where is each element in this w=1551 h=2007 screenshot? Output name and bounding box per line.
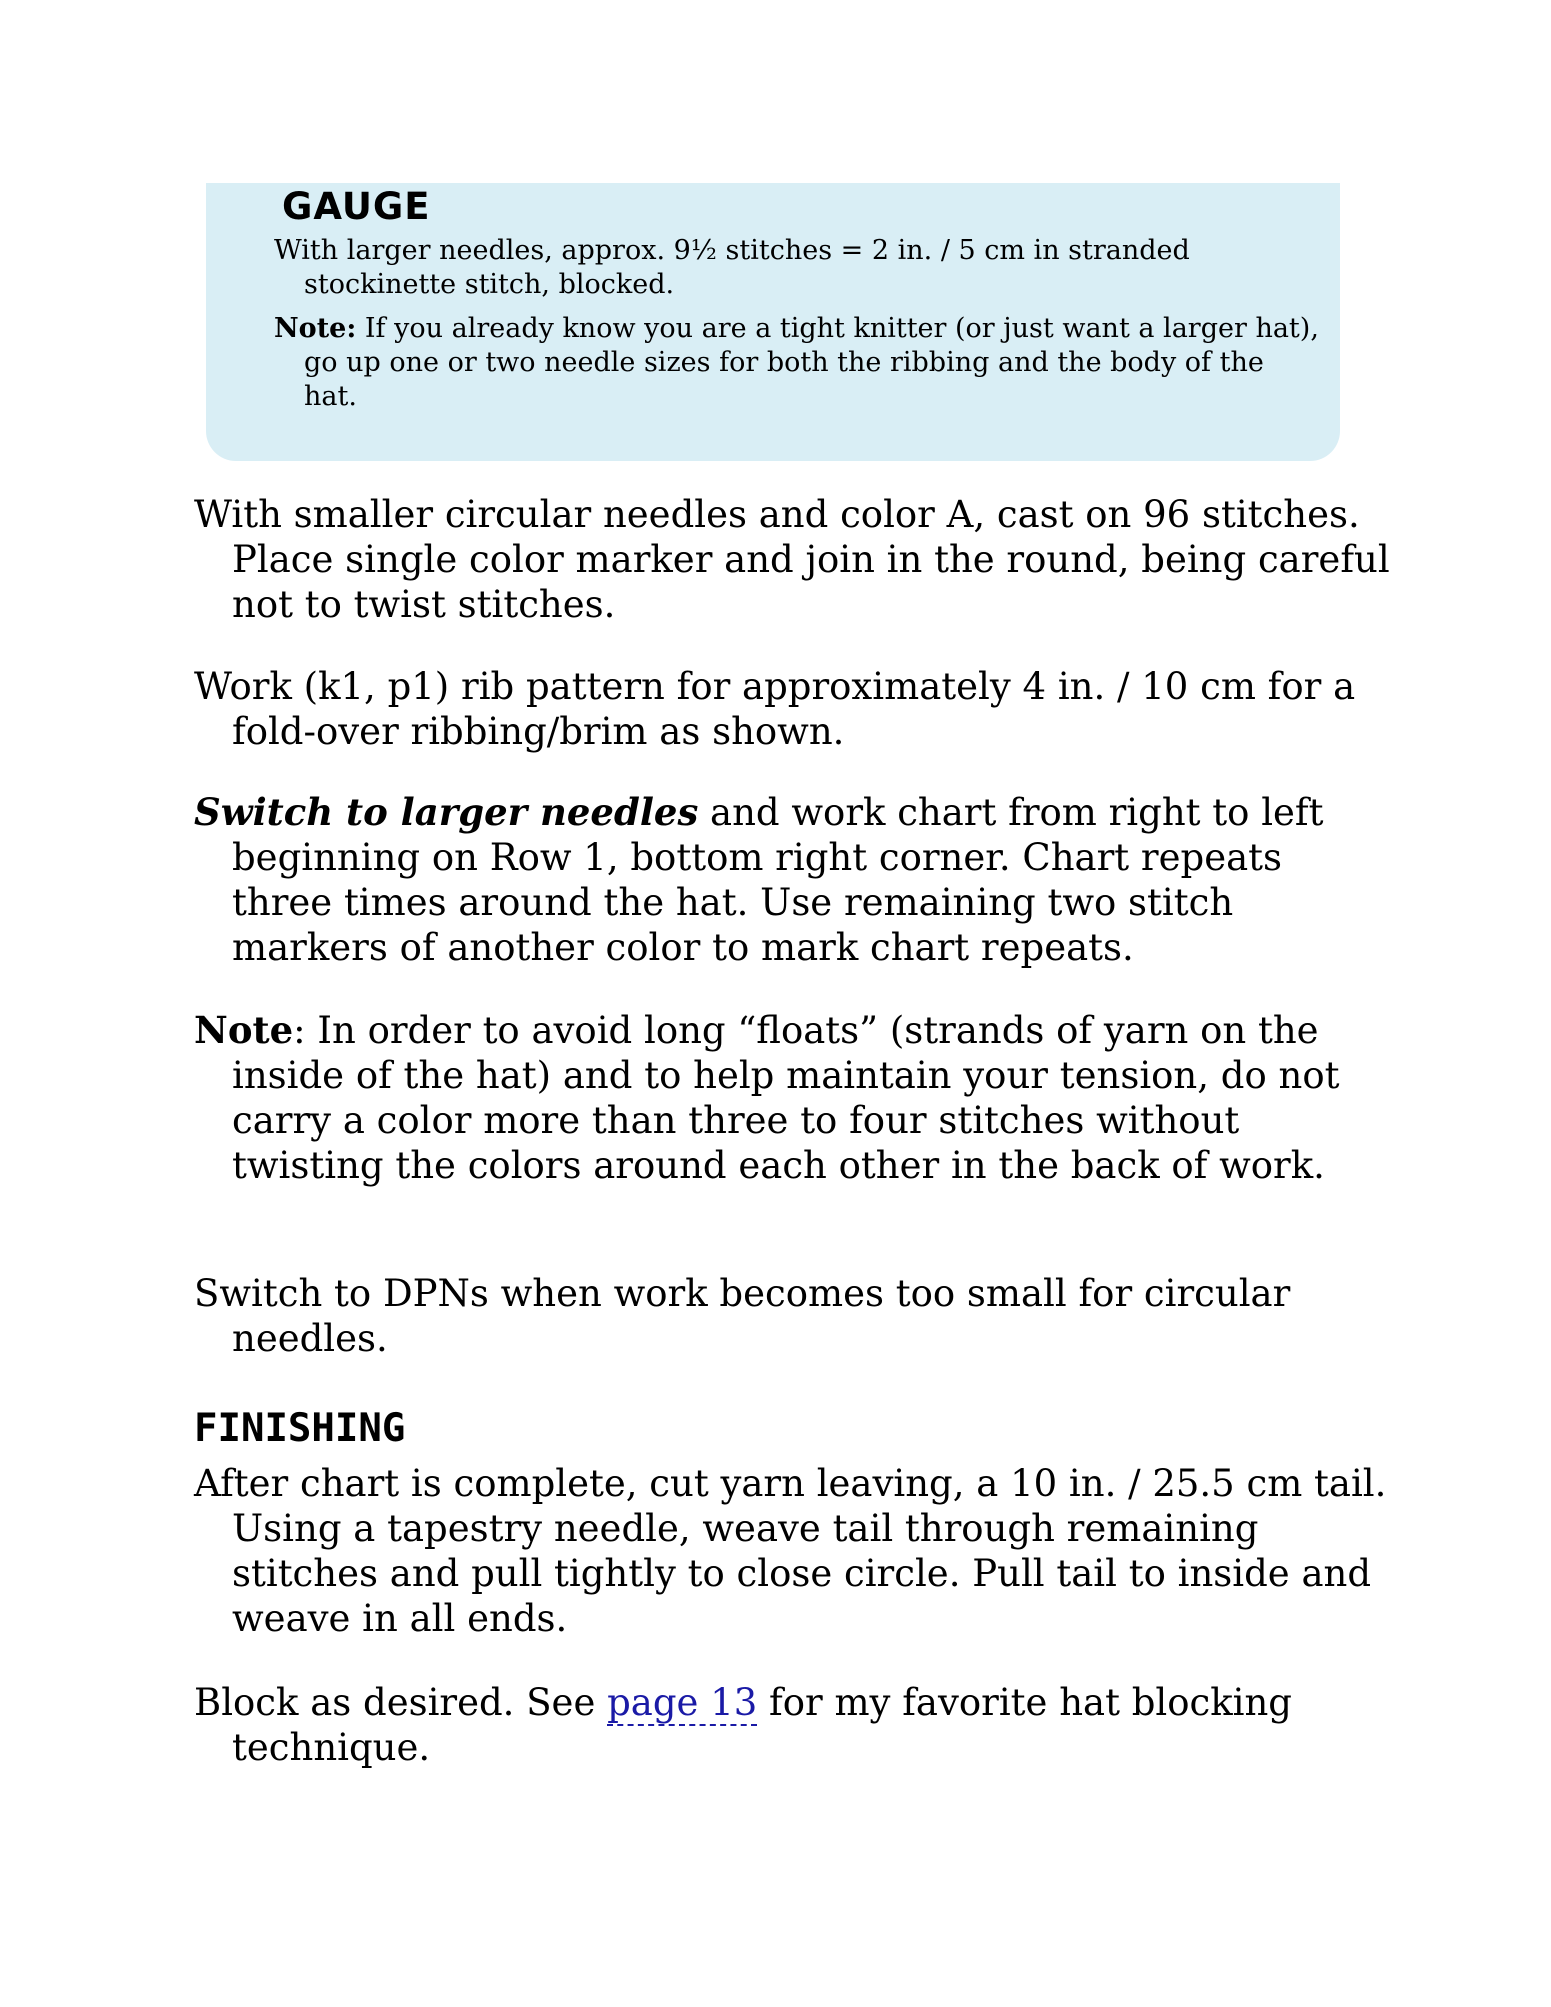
rib-paragraph: Work (k1, p1) rib pattern for approximately 4 in. / 10 cm for a fold-over ribbing/brim as shown. [194,665,1356,753]
switch-needles-emphasis: Switch to larger needles [194,790,699,834]
block-text-after: for my favorite hat blocking technique. [232,1681,1292,1769]
page-13-link[interactable]: page 13 [607,1681,758,1724]
switch-needles-paragraph [194,790,1392,970]
cut-yarn-paragraph: After chart is complete, cut yarn leaving, a 10 in. / 25.5 cm tail. Using a tapestry needle, weave tail through remaining stitches and pull tightly to close circle. Pull tail to inside and weave in all ends. [194,1462,1387,1640]
dpn-paragraph: Switch to DPNs when work becomes too small for circular needles. [194,1272,1291,1360]
gauge-note [274,312,1324,414]
gauge-paragraph: With larger needles, approx. 9½ stitches = 2 in. / 5 cm in stranded stockinette stitch, blocked. [274,235,1190,300]
floats-note-text: : In order to avoid long “floats” (strands of yarn on the inside of the hat) and to help maintain your tension, do not carry a color more than three to four stitches without twisting the colors around each other in the back of work. [232,1009,1340,1187]
cast-on-paragraph: With smaller circular needles and color A, cast on 96 stitches. Place single color marker and join in the round, being careful not to twist stitches. [194,493,1390,626]
gauge-note-label: Note: [274,313,357,344]
block-text-before: Block as desired. See [194,1681,608,1724]
block-paragraph [194,1680,1392,1770]
floats-note-label: Note [194,1008,294,1052]
gauge-box [206,183,1340,461]
floats-note-paragraph [194,1008,1392,1188]
gauge-heading: GAUGE [282,185,431,228]
finishing-heading: FINISHING [194,1406,406,1451]
gauge-note-text: If you already know you are a tight knitter (or just want a larger hat), go up one or two needle sizes for both the ribbing and the body of the hat. [304,313,1319,412]
switch-needles-text: and work chart from right to left beginning on Row 1, bottom right corner. Chart repeats three times around the hat. Use remaining two stitch markers of another color to mark chart repeats. [232,791,1324,969]
